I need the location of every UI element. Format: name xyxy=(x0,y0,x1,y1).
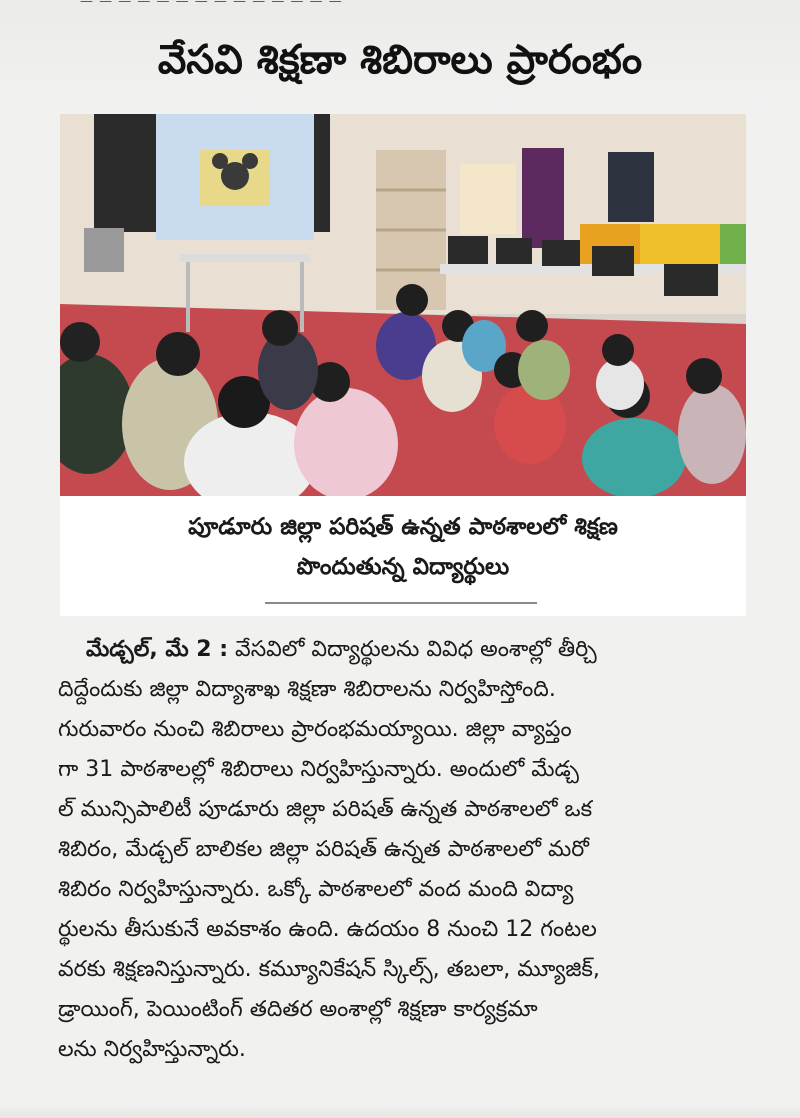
photo-table xyxy=(180,254,310,262)
article-line: వరకు శిక్షణనిస్తున్నారు. కమ్యూనికేషన్ స్కిల్స్, తబలా, మ్యూజిక్, xyxy=(58,957,600,982)
photo-caption-line-1: పూడూరు జిల్లా పరిషత్ ఉన్నత పాఠశాలలో శిక్షణ xyxy=(188,514,618,540)
caption-divider xyxy=(265,602,537,604)
headline: వేసవి శిక్షణా శిబిరాలు ప్రారంభం xyxy=(157,37,643,83)
photo-window xyxy=(460,164,516,234)
photo-chair xyxy=(84,228,124,272)
article-line: శిబిరం నిర్వహిస్తున్నారు. ఒక్కో పాఠశాలలో వంద మంది విద్యా xyxy=(58,877,574,902)
article-line xyxy=(58,630,750,670)
photo-poster xyxy=(608,152,654,222)
photo-yellow-panel xyxy=(640,224,720,264)
dateline: మేడ్చల్, మే 2 : xyxy=(86,637,229,662)
classroom-photo-illustration xyxy=(60,114,746,496)
article-body xyxy=(58,630,750,1070)
article-line: గా 31 పాఠశాలల్లో శిబిరాలు నిర్వహిస్తున్నారు. అందులో మేడ్చ xyxy=(58,757,579,782)
photo-caption-line-2: పొందుతున్న విద్యార్థులు xyxy=(296,554,510,580)
cut-off-previous-line: — — — — — — — — — — — — — — xyxy=(80,0,343,9)
news-photo xyxy=(60,114,746,496)
article-line: ర్థులను తీసుకునే అవకాశం ఉంది. ఉదయం 8 నుంచి 12 గంటల xyxy=(58,917,597,942)
article-line-text: వేసవిలో విద్యార్థులను వివిధ అంశాల్లో తీర్చి xyxy=(228,637,597,662)
article-line: గురువారం నుంచి శిబిరాలు ప్రారంభమయ్యాయి. జిల్లా వ్యాప్తం xyxy=(58,717,572,742)
article-line: ల్ మున్సిపాలిటీ పూడూరు జిల్లా పరిషత్ ఉన్నత పాఠశాలలో ఒక xyxy=(58,797,593,822)
photo-curtain xyxy=(522,148,564,248)
article-line: డ్రాయింగ్, పెయింటింగ్ తదితర అంశాల్లో శిక్షణా కార్యక్రమా xyxy=(58,997,538,1022)
article-line: శిబిరం, మేడ్చల్ బాలికల జిల్లా పరిషత్ ఉన్నత పాఠశాలలో మరో xyxy=(58,837,589,862)
article-line: లను నిర్వహిస్తున్నారు. xyxy=(58,1037,246,1062)
article-line: దిద్దేందుకు జిల్లా విద్యాశాఖ శిక్షణా శిబిరాలను నిర్వహిస్తోంది. xyxy=(58,677,556,702)
clipping-bottom-edge xyxy=(0,1104,800,1118)
photo-caption xyxy=(60,496,746,616)
photo-green-panel xyxy=(720,224,746,264)
